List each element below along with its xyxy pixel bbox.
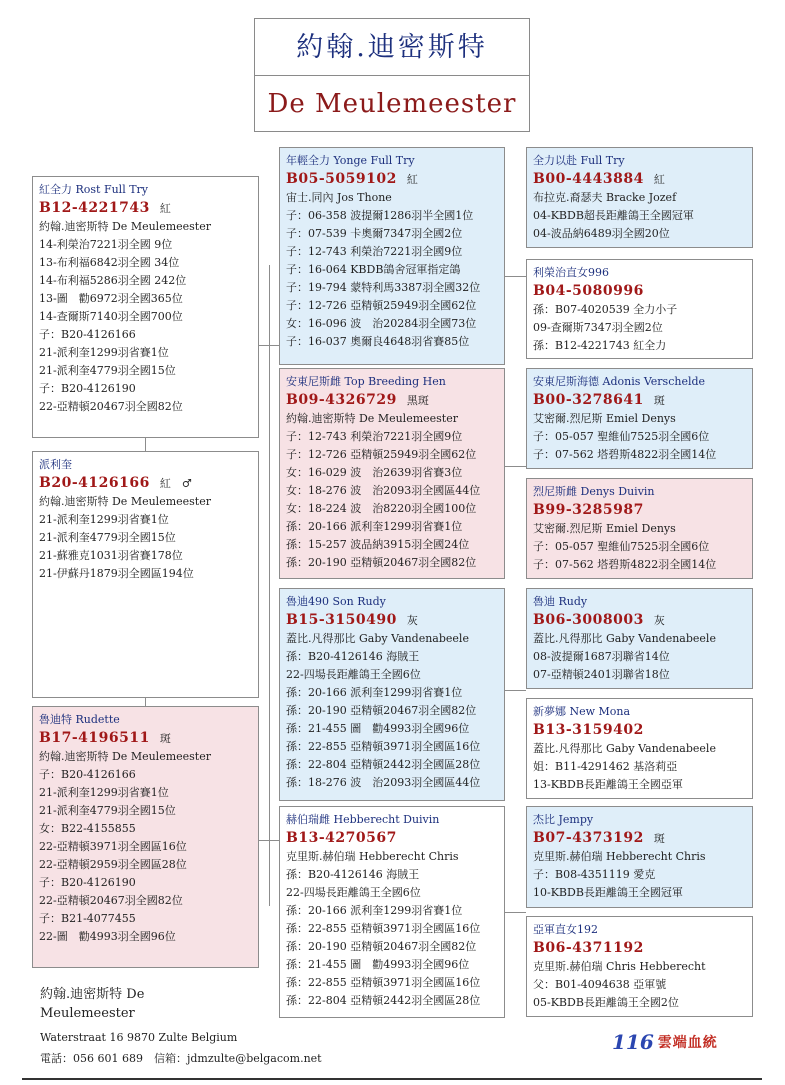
ring-number: B00-4443884 — [533, 171, 644, 187]
pigeon-name: 杰比 Jempy — [533, 813, 594, 826]
breeder-name-chinese: 約翰.迪密斯特 — [255, 19, 529, 76]
pigeon-color: 灰 — [406, 614, 418, 627]
ring-number: B06-3008003 — [533, 612, 644, 628]
pigeon-details: 約翰.迪密斯特 De Meulemeester 子：12-743 利榮治7221羽全國9位 子：12-726 亞精頓25949羽全國62位 女：16-029 波 治2639羽省賽3位 女：18-276 波 治2093羽全國區44位 女：18-224 波 治8220羽全國100位 孫：20-166 派利奎1299羽省賽1位 孫：15-257 波品納3915羽全國24位 孫：20-190 亞精頓20467羽全國82位 — [286, 412, 481, 569]
logo-number: 116 — [612, 1030, 654, 1054]
pigeon-details: 宙士.同內 Jos Thone 子：06-358 波提爾1286羽半全國1位 子：07-539 卡奧爾7347羽全國2位 子：12-743 利榮治7221羽全國9位 子：16-064 KBDB鴿舍冠軍指定鴿 子：19-794 蒙特利馬3387羽全國32位 子：12-726 亞精頓25949羽全國62位 女：16-096 波 治20284羽全國73位 子：16-037 奧爾良4648羽省賽85位 — [286, 191, 481, 348]
pigeon-name: 新夢娜 New Mona — [533, 705, 631, 718]
breeder-name-line-1: 約翰.迪密斯特 De — [40, 987, 145, 1002]
pigeon-color: 紅 — [653, 173, 665, 186]
pigeon-card-dam-sire — [279, 588, 505, 801]
connector-dd-branch — [505, 912, 526, 913]
ring-number: B15-3150490 — [286, 612, 397, 628]
pigeon-color: 紅 — [406, 173, 418, 186]
pigeon-card-sire — [32, 451, 259, 698]
ring-number: B09-4326729 — [286, 392, 397, 408]
breeder-name-line-2: Meulemeester — [40, 1006, 135, 1021]
ring-number: B07-4373192 — [533, 830, 644, 846]
pigeon-name: 魯迪特 Rudette — [39, 713, 120, 726]
ring-number: B00-3278641 — [533, 392, 644, 408]
connector-sire-dam — [145, 698, 146, 706]
pigeon-details: 約翰.迪密斯特 De Meulemeester 21-派利奎1299羽省賽1位 21-派利奎4779羽全國15位 21-蘇雅克1031羽省賽178位 21-伊蘇丹1879羽全國區194位 — [39, 495, 211, 580]
pigeon-color: 紅 ♂ — [159, 477, 192, 490]
pigeon-card-subject — [32, 176, 259, 438]
logo-text: 雲端血統 — [657, 1035, 718, 1051]
cloud-pedigree-logo — [612, 1030, 718, 1054]
pigeon-name: 利榮治直女996 — [533, 266, 609, 279]
pigeon-name: 年輕全力 Yonge Full Try — [286, 154, 415, 167]
pigeon-color: 紅 — [159, 202, 171, 215]
pigeon-color: 斑 — [653, 394, 665, 407]
pigeon-details: 約翰.迪密斯特 De Meulemeester 14-利榮治7221羽全國 9位 13-布利福6842羽全國 34位 14-布利福5286羽全國 242位 13-圖 勸6972羽全國365位 14-查爾斯7140羽全國700位 子：B20-4126166 21-派利奎1299羽省賽1位 21-派利奎4779羽全國15位 子：B20-4126190 22-亞精頓20467羽全國82位 — [39, 220, 211, 413]
connector-sd-branch — [505, 466, 526, 467]
pigeon-details: 蓋比.凡得那比 Gaby Vandenabeele 孫：B20-4126146 海賊王 22-四場長距離鴿王全國6位 孫：20-166 派利奎1299羽省賽1位 孫：20-190 亞精頓20467羽全國82位 孫：21-455 圖 勸4993羽全國96位 孫：22-855 亞精頓3971羽全國區16位 孫：22-804 亞精頓2442羽全國區28位 孫：18-276 波 治2093羽全國區44位 — [286, 632, 481, 789]
breeder-signature — [40, 985, 144, 1023]
connector-subject-sire — [145, 437, 146, 451]
pigeon-name: 烈尼斯雌 Denys Duivin — [533, 485, 655, 498]
ring-number: B04-5080996 — [533, 283, 644, 299]
pigeon-card-dds: 杰比 Jempy B07-4373192 斑 克里斯.赫伯瑞 Hebberecht Chris 子：B08-4351119 愛克 10-KBDB長距離鴿王全國冠軍 — [526, 806, 753, 908]
pigeon-color: 黑斑 — [406, 394, 429, 407]
ring-number: B20-4126166 — [39, 475, 150, 491]
breeder-contact: 電話：056 601 689 信箱：jdmzulte@belgacom.net — [40, 1052, 322, 1065]
pigeon-card-sdd: 烈尼斯雌 Denys Duivin B99-3285987 艾密爾.烈尼斯 Emiel Denys 子：05-057 聖維仙7525羽全國6位 子：07-562 塔碧斯4822羽全國14位 — [526, 478, 753, 579]
pigeon-details: 約翰.迪密斯特 De Meulemeester 子：B20-4126166 21-派利奎1299羽省賽1位 21-派利奎4779羽全國15位 女：B22-4155855 22-亞精頓3971羽全國區16位 22-亞精頓2959羽全國區28位 子：B20-4126190 22-亞精頓20467羽全國82位 子：B21-4077455 22-圖 勸4993羽全國96位 — [39, 750, 211, 943]
connector-ss-branch — [505, 276, 526, 277]
pigeon-card-sss: 全力以赴 Full Try B00-4443884 紅 布拉克.裔瑟夫 Bracke Jozef 04-KBDB超長距離鴿王全國冠軍 04-波品納6489羽全國20位 — [526, 147, 753, 248]
pigeon-name: 魯迪490 Son Rudy — [286, 595, 386, 608]
pigeon-card-ddd: 亞軍直女192 B06-4371192 克里斯.赫伯瑞 Chris Hebberecht 父：B01-4094638 亞軍號 05-KBDB長距離鴿王全國2位 — [526, 916, 753, 1017]
ring-number: B12-4221743 — [39, 200, 150, 216]
pigeon-name: 赫伯瑞雌 Hebberecht Duivin — [286, 813, 440, 826]
pigeon-name: 安東尼斯海德 Adonis Verschelde — [533, 375, 706, 388]
ring-number: B99-3285987 — [533, 502, 644, 518]
connector-sire-branch — [258, 345, 279, 346]
pigeon-name: 亞軍直女192 — [533, 923, 598, 936]
pigeon-card-dss: 魯迪 Rudy B06-3008003 灰 蓋比.凡得那比 Gaby Vandenabeele 08-波提爾1687羽聯省14位 07-亞精頓2401羽聯省18位 — [526, 588, 753, 689]
connector-ds-branch — [505, 690, 526, 691]
pigeon-color: 斑 — [159, 732, 171, 745]
pigeon-name: 安東尼斯雌 Top Breeding Hen — [286, 375, 446, 388]
ring-number: B13-4270567 — [286, 830, 397, 846]
connector-sire-spine — [269, 265, 270, 686]
breeder-name-english: De Meulemeester — [267, 89, 517, 119]
title-box — [254, 18, 530, 132]
breeder-address: Waterstraat 16 9870 Zulte Belgium — [40, 1031, 238, 1044]
pigeon-color: 灰 — [653, 614, 665, 627]
ring-number: B13-3159402 — [533, 722, 644, 738]
pigeon-card-ssd: 利榮治直女996 B04-5080996 孫：B07-4020539 全力小子 09-查爾斯7347羽全國2位 孫：B12-4221743 紅全力 — [526, 259, 753, 359]
pigeon-card-sds: 安東尼斯海德 Adonis Verschelde B00-3278641 斑 艾密爾.烈尼斯 Emiel Denys 子：05-057 聖維仙7525羽全國6位 子：07-562 塔碧斯4822羽全國14位 — [526, 368, 753, 469]
pigeon-name: 派利奎 — [39, 458, 72, 471]
pigeon-name: 魯迪 Rudy — [533, 595, 588, 608]
ring-number: B06-4371192 — [533, 940, 644, 956]
pigeon-color: 斑 — [653, 832, 665, 845]
pigeon-card-dam — [32, 706, 259, 968]
pigeon-card-sire-sire — [279, 147, 505, 365]
ring-number: B17-4196511 — [39, 730, 150, 746]
pigeon-card-dsd: 新夢娜 New Mona B13-3159402 蓋比.凡得那比 Gaby Vandenabeele 姐：B11-4291462 基洛莉亞 13-KBDB長距離鴿王全國亞軍 — [526, 698, 753, 799]
pigeon-name: 全力以赴 Full Try — [533, 154, 625, 167]
pigeon-name: 紅全力 Rost Full Try — [39, 183, 149, 196]
bottom-rule — [22, 1078, 762, 1080]
connector-dam-spine — [269, 686, 270, 906]
ring-number: B05-5059102 — [286, 171, 397, 187]
pigeon-card-sire-dam — [279, 368, 505, 579]
pigeon-card-dam-dam — [279, 806, 505, 1018]
pigeon-details: 克里斯.赫伯瑞 Hebberecht Chris 孫：B20-4126146 海賊王 22-四場長距離鴿王全國6位 孫：20-166 派利奎1299羽省賽1位 孫：22-855 亞精頓3971羽全國區16位 孫：20-190 亞精頓20467羽全國82位 孫：21-455 圖 勸4993羽全國96位 孫：22-855 亞精頓3971羽全國區16位 孫：22-804 亞精頓2442羽全國區28位 — [286, 850, 481, 1007]
